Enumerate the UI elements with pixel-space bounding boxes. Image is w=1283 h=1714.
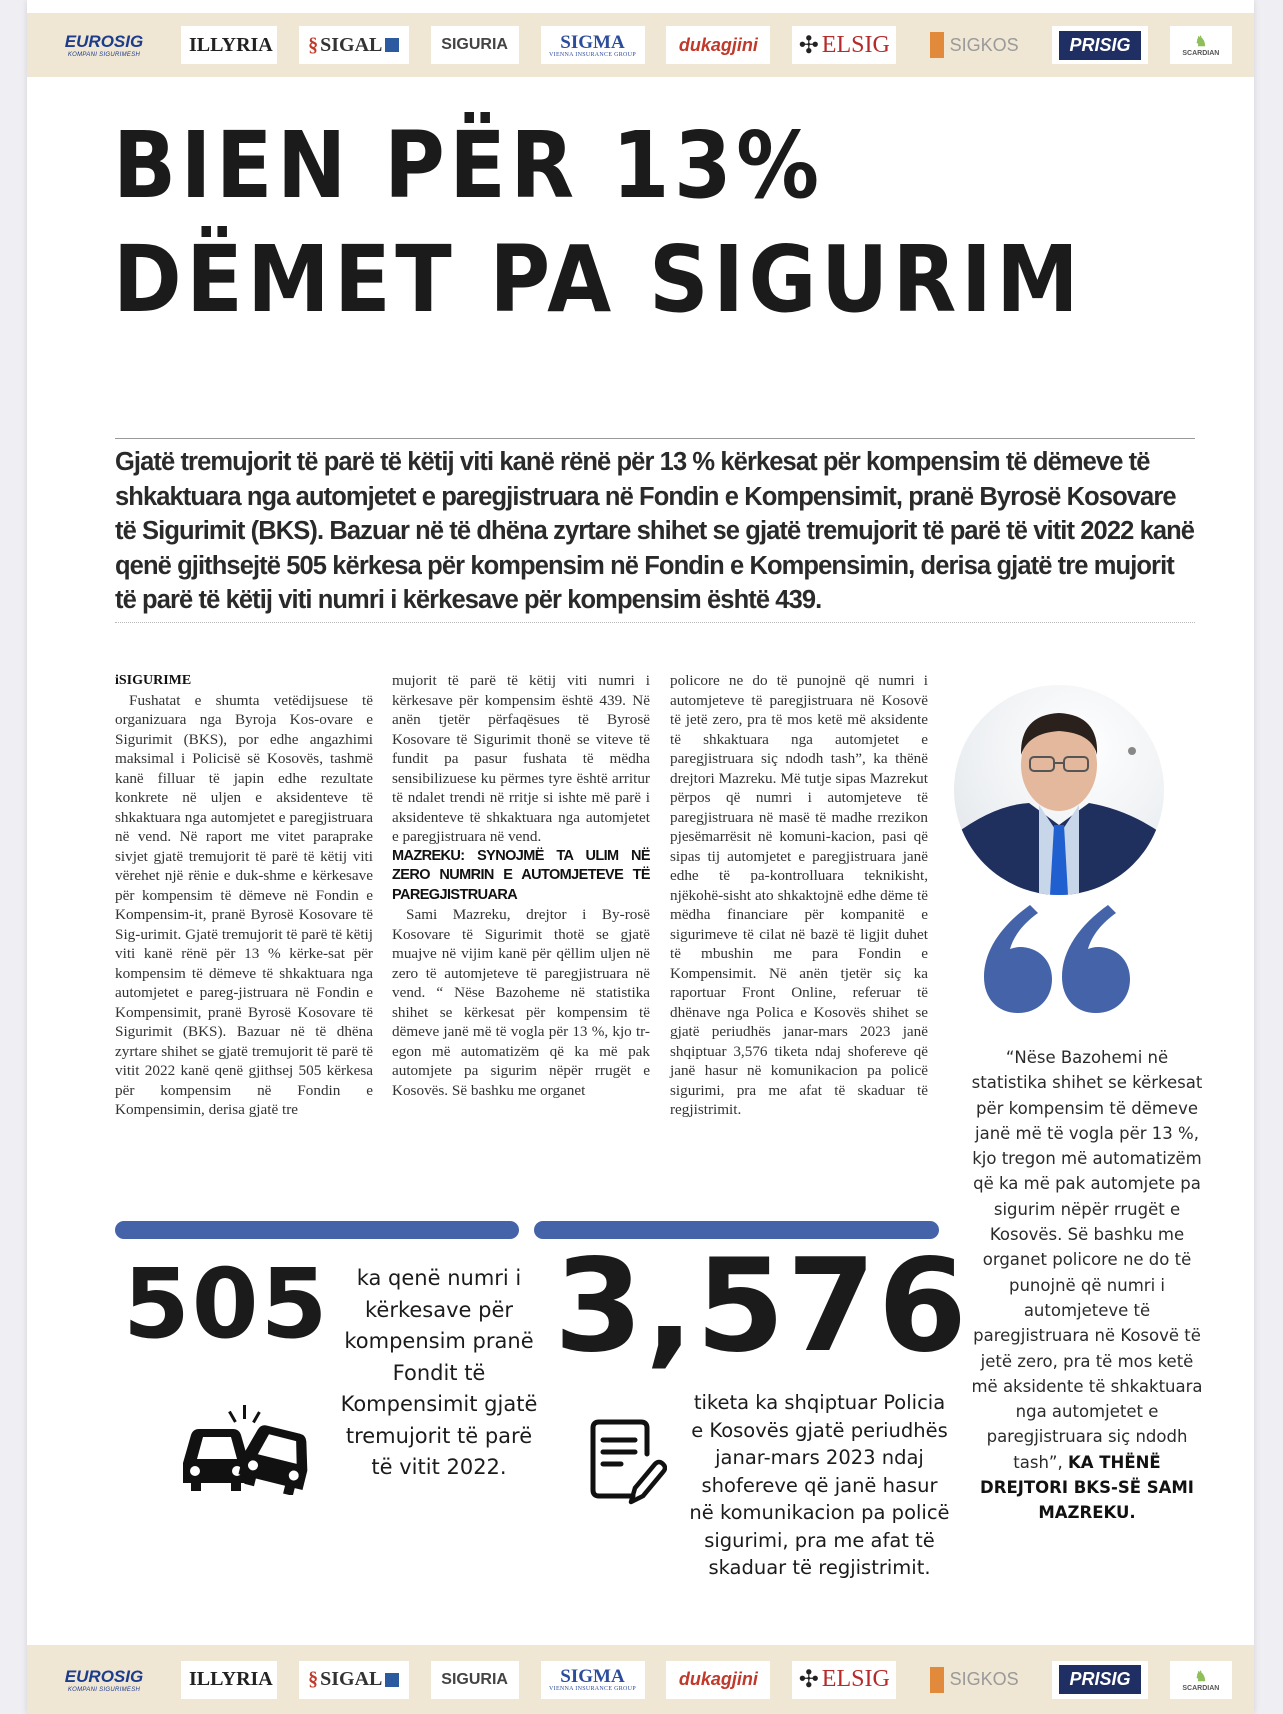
logo-sigma: SIGMA VIENNA INSURANCE GROUP (541, 26, 645, 64)
stat-description-tickets: tiketa ka shqiptuar Policia e Kosovës gjatë periudhës janar-mars 2023 ndaj shofereve që janë hasur në komunikacion pa policë sigurimi, pra me afat të skaduar të regjistrimit. (689, 1391, 950, 1579)
sponsor-logo-bar-top (27, 13, 1254, 77)
body-column-1 (115, 671, 373, 1120)
article-lead: Gjatë tremujorit të parë të këtij viti kanë rënë për 13 % kërkesat për kompensim të dëmeve të shkaktuara nga automjetet e paregjistruara në Fondin e Kompensimit, pranë Byrosë Kosovare të Sigurimit (BKS). Bazuar në të dhëna zyrtare shihet se gjatë tremujorit të parë të vitit 2022 kanë qenë gjithsejtë 505 kërkesa për kompensim në Fondin e Kompensimin, derisa gjatë tre mujorit të parë të këtij viti numri i kërkesave për kompensim është 439. (115, 448, 1195, 614)
logo-sigkos: SIGKOS (918, 26, 1030, 64)
logo-sigal: § SIGAL (299, 26, 409, 64)
logo-elsig: ✣ ELSIG (792, 26, 896, 64)
stat-value-requests: 505 (123, 1248, 330, 1360)
portrait-photo (954, 685, 1164, 895)
sponsor-logo-bar-bottom (27, 1645, 1254, 1714)
source-tag: iSIGURIME (115, 673, 192, 688)
stat-divider-bar-1 (115, 1221, 519, 1239)
logo-siguria: SIGURIA (431, 1661, 519, 1699)
logo-scardian: ♞ SCARDIAN (1170, 1661, 1232, 1699)
body-paragraph: policore ne do të punojnë që numri i automjeteve të paregjistruara në Kosovë të jetë zero, pra të mos ketë më aksidente të shkaktuara nga automjetet e paregjistruara siç ndodh tash”, ka thënë drejtori Mazreku. Më tutje sipas Mazrekut përpos që numri i automjeteve të paregjistruara në masë të madhe rrezikon pjesëmarrësit në komuni-kacion, pasi që sipas tij automjetet e paregjistruara janë edhe të pa-kontrolluara teknikisht, njëkohë-sisht ato shkaktojnë edhe dëme të mëdha financiare për kompanitë e sigurimeve të cilat në bazë të ligjit duhet të mbushin me para Fondin e Kompensimit. Në anën tjetër siç ka raportuar Front Online, referuar të dhënave nga Polica e Kosovës shihet se gjatë periudhës janar-mars 2023 janë shqiptuar 3,576 tiketa ndaj shofereve që janë hasur në komunikacion pa policë sigurimi, pra me afat të skaduar të regjistrimit. (670, 672, 928, 1118)
headline-line-1: BIEN PËR 13% (113, 112, 824, 219)
body-paragraph: mujorit të parë të këtij viti numri i kërkesave për kompensim është 439. Në anën tjetër përfaqësues të Byrosë Kosovare të Sigurimit thonë se viteve të fundit pa pasur fushata të mëdha sensibilizuese ku përmes tyre është arritur të ndalet trendi në rritje si ishte më parë i aksidenteve të shkaktuara nga automjetet e paregjistruara në vend. (392, 672, 650, 845)
logo-eurosig: EUROSIG KOMPANI SIGURIMESH (64, 1666, 144, 1693)
logo-siguria: SIGURIA (431, 26, 519, 64)
pull-quote-text: “Nëse Bazohemi në statistika shihet se kërkesat për kompensim të dëmeve janë më të vogla për 13 %, kjo tregon më automatizëm që ka më pak automjete pa sigurim nëpër rrugët e Kosovës. Së bashku me organet policore ne do të punojnë që numri i automjeteve të paregjistruara në Kosovë të jetë zero, pra të mos ketë më aksidente të shkaktuara nga automjetet e paregjistruara siç ndodh tash”, (971, 1048, 1203, 1472)
body-paragraph: Sami Mazreku, drejtor i By-rosë Kosovare të Sigurimit thotë se gjatë muajve në vijim kanë për qëllim uljen në zero të automjeteve të paregjistruara në vend. “ Nëse Bazoheme në statistika shihet se kërkesat për kompensim të dëmeve janë më të vogla për 13 %, kjo tr-egon më automatizëm që ka më pak automjete pa sigurim nëpër rrugët e Kosovës. Së bashku me organet (392, 906, 650, 1099)
logo-prisig: PRISIG (1052, 26, 1148, 64)
logo-eurosig: EUROSIG KOMPANI SIGURIMESH (64, 32, 144, 58)
logo-dukagjini: dukagjini (666, 1661, 770, 1699)
person-portrait-icon (954, 685, 1164, 895)
logo-illyria: ILLYRIA (181, 1661, 277, 1699)
magazine-page (27, 0, 1254, 1714)
body-paragraph: Fushatat e shumta vetëdijsuese të organizuara nga Byroja Kos-ovare e Sigurimit (BKS), por edhe angazhimi maksimal i Policisë së Kosovës, tashmë kanë filluar të japin edhe rezultate konkrete në uljen e aksidenteve të shkaktuara nga automjetet e paregjistruara në vend. Në raport me vitet paraprake sivjet gjatë tremujorit të parë të këtij viti vërehet një rënie e duk-shme e kërkesave për kompensim të dëmeve në Fondin e Kompensim-it, pranë Byrosë Kosovare të Sig-urimit. Gjatë tremujorit të parë të këtij viti kanë rënë për 13 % kërke-sat për kompensim të dëmeve të shkaktuara nga automjetet e pareg-jistruara në Fondin e Kompensimit, pranë Byrosë Kosovare të Sigurimit (BKS). Bazuar në të dhëna zyrtare shihet se gjatë tremujorit të parë të vitit 2022 kanë qenë gjithsej 505 kërkesa për kompensim në Fondin e Kompensimin, derisa gjatë tre (115, 691, 373, 1118)
headline-line-2: DËMET PA SIGURIM (113, 226, 1084, 333)
logo-scardian: ♞ SCARDIAN (1170, 26, 1232, 64)
article-headline (113, 109, 1103, 337)
divider-top (115, 438, 1195, 439)
logo-illyria: ILLYRIA (181, 26, 277, 64)
article-subhead: MAZREKU: SYNOJMË TA ULIM NË ZERO NUMRIN E AUTOMJETEVE TË PAREGJISTRUARA (392, 847, 650, 903)
divider-bottom (115, 622, 1195, 624)
pull-quote-attribution: KA THËNË DREJTORI BKS-SË SAMI MAZREKU. (980, 1452, 1194, 1523)
logo-sigma: SIGMA VIENNA INSURANCE GROUP (541, 1661, 645, 1699)
pull-quote (967, 1045, 1207, 1526)
stat-value-tickets: 3,576 (554, 1232, 969, 1381)
logo-dukagjini: dukagjini (666, 26, 770, 64)
body-column-3 (670, 671, 928, 1120)
logo-prisig: PRISIG (1052, 1661, 1148, 1699)
car-crash-icon (177, 1405, 317, 1495)
stat-description-requests: ka qenë numri i kërkesave për kompensim pranë Fondit të Kompensimit gjatë tremujorit të parë të vitit 2022. (340, 1266, 538, 1479)
document-edit-icon (587, 1418, 667, 1506)
logo-sigkos: SIGKOS (918, 1661, 1030, 1699)
body-column-2 (392, 671, 650, 1100)
logo-elsig: ✣ ELSIG (792, 1661, 896, 1699)
logo-sigal: § SIGAL (299, 1661, 409, 1699)
quotation-mark-icon (982, 905, 1132, 1015)
